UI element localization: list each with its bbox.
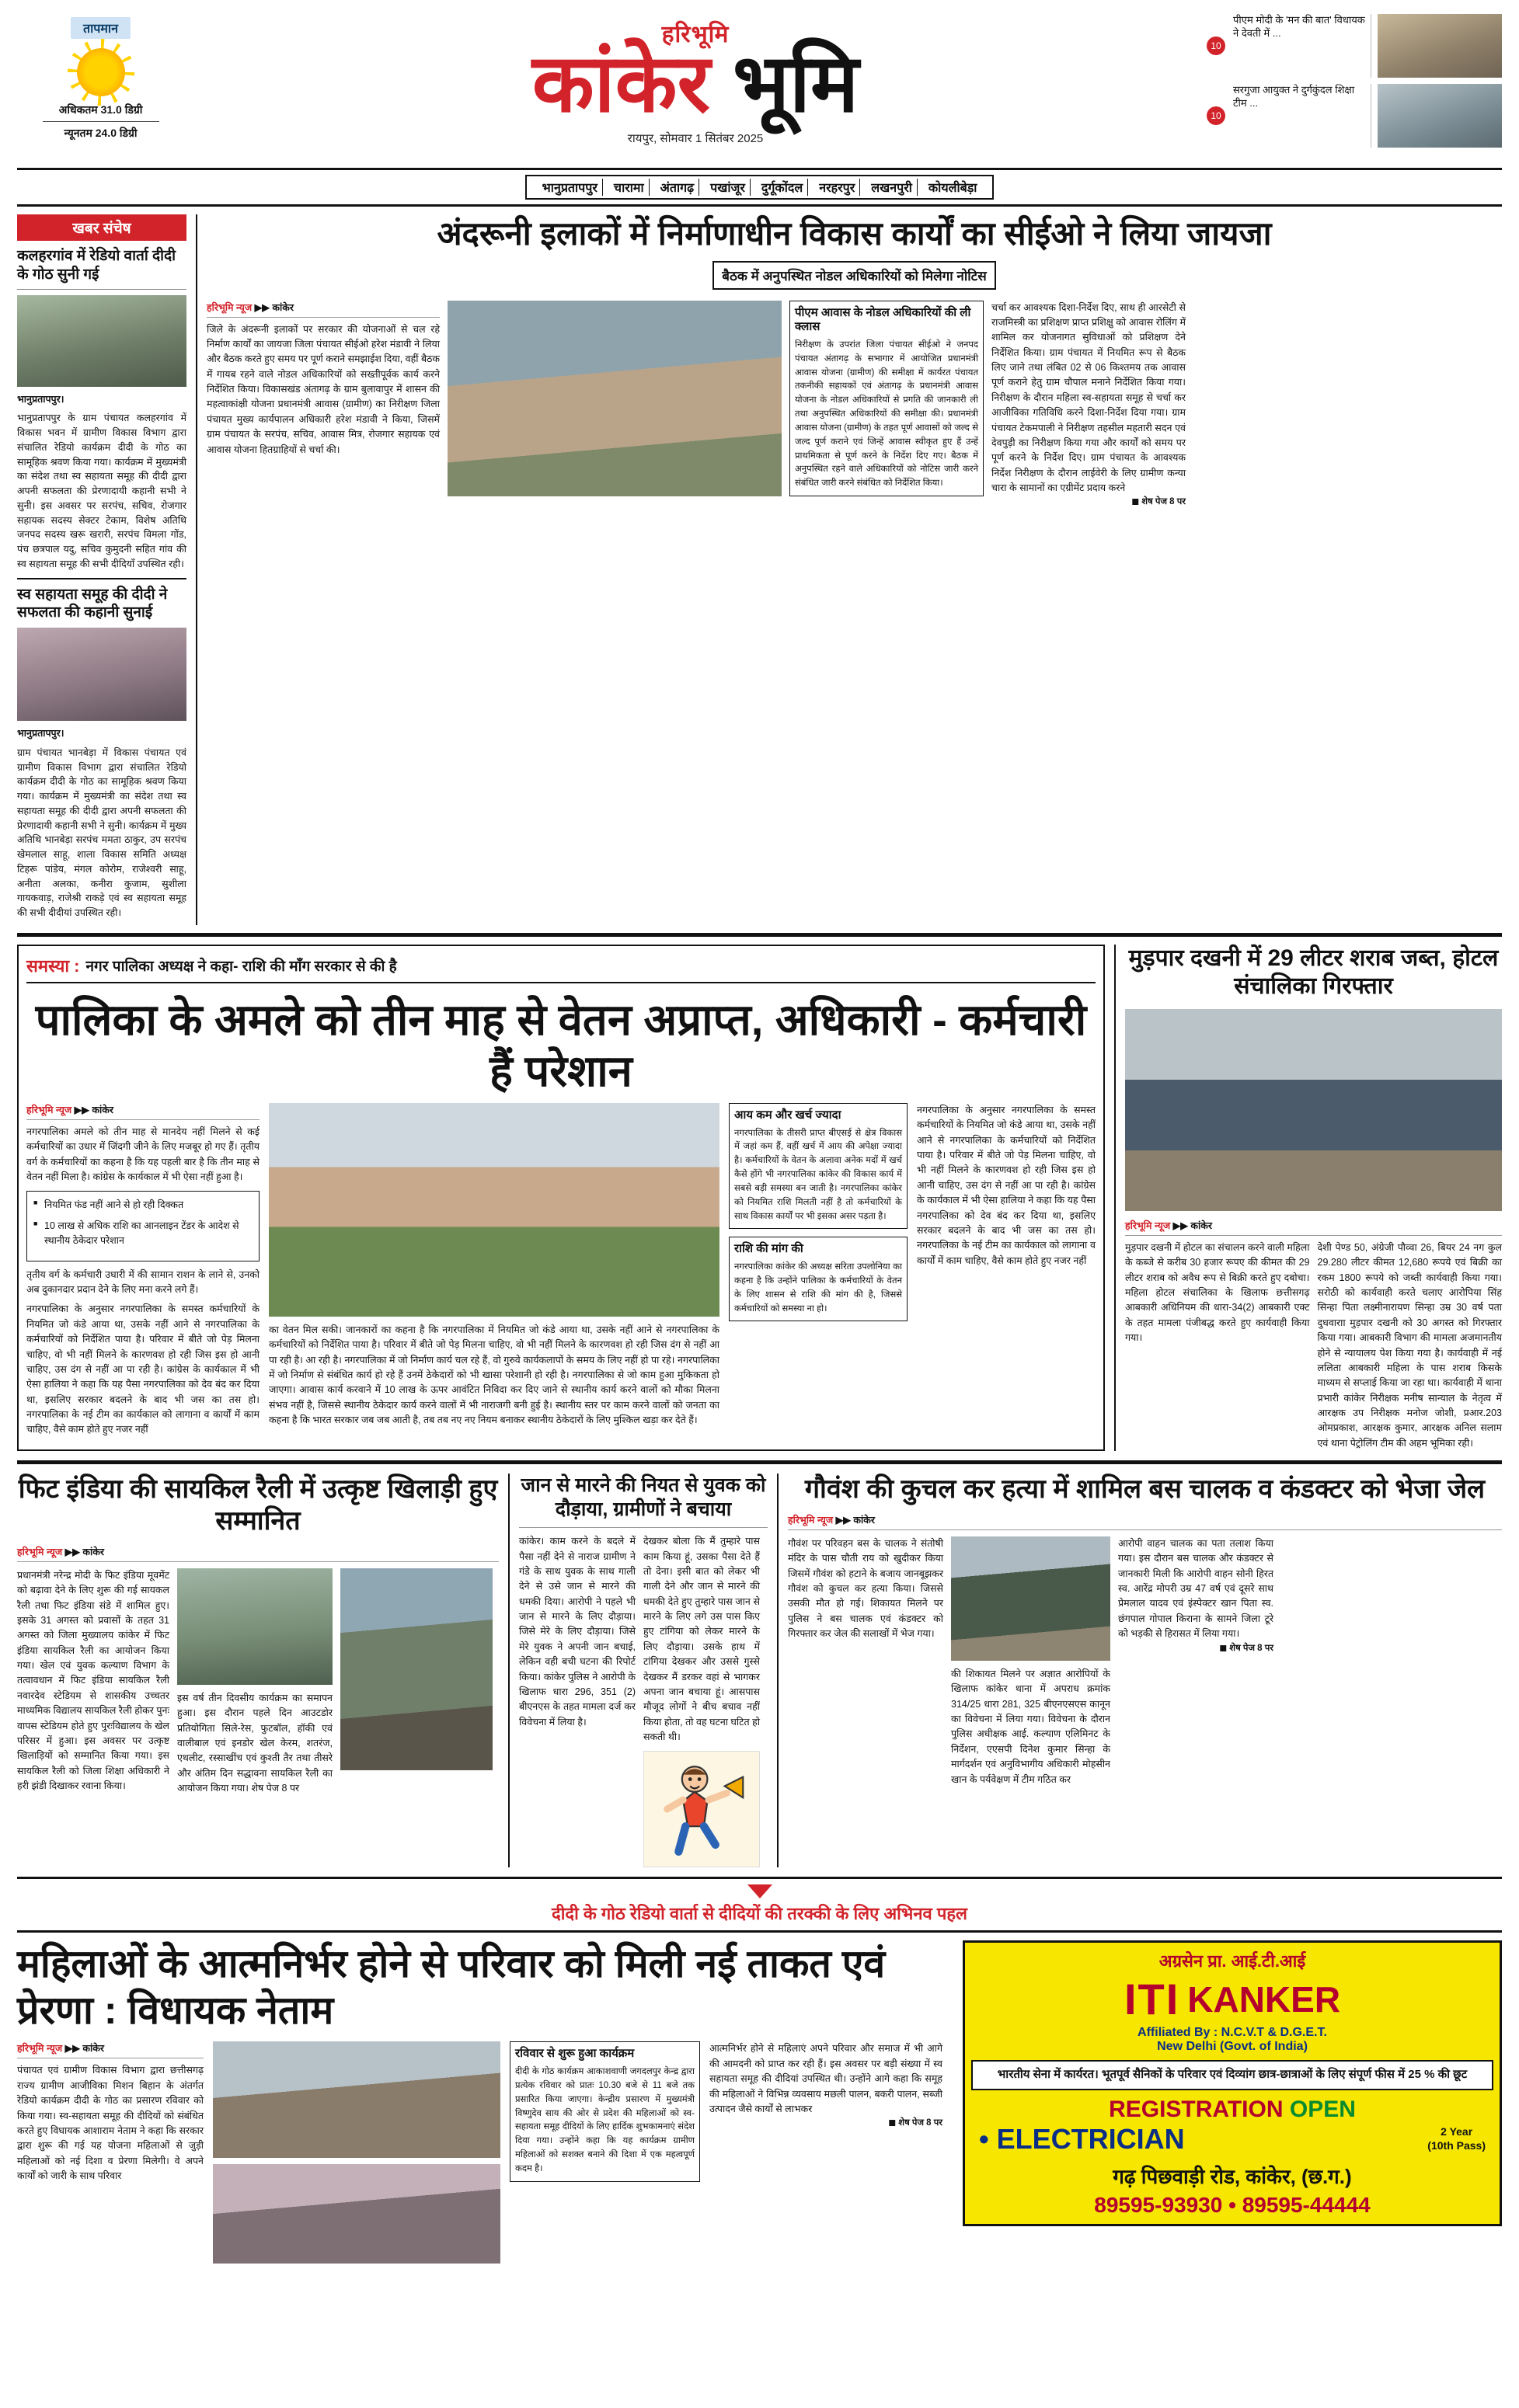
byline-brand: हरिभूमि न्यूज: [1125, 1220, 1171, 1231]
sidebox-sunday: [510, 2041, 700, 2181]
lead-body-text-3: चर्चा कर आवश्यक दिशा-निर्देश दिए, साथ ही आरसेटी से राजमिस्त्री का प्रशिक्षण प्राप्त प्रशिक्षु को आवास रोलिंग में शामिल कर योजनागत सुविधाओं को प्रशिक्षण देने निर्देशित किया। ग्राम पंचायत में नियमित रूप से बैठक लिए जाने तथा लंबित 02 से 06 किश्तमय तक आवास पूर्ण कराने हेतु ग्राम चौपाल मनाने निर्देशित किया गया। निरीक्षण के दौरान महिला स्व-सहायता समूह से चर्चा कर आजीविका गतिविधि करने दिशा-निर्देश दिया गया। ग्राम पंचायत टेकमपाली ने निरीक्षण तहसील महतारी सदन एवं देवपुड़ी का निरीक्षण किया गया और कार्यों को समय पर पूर्ण करने के निर्देश दिए। ग्राम पंचायत के आवश्यक निर्देश निरीक्षण के दौरान लाईवेरी के लिए ग्रामीण कन्या चारा के सामानों का एग्रीमेंट प्रदाय करने: [991, 301, 1186, 494]
divider: [207, 317, 440, 318]
byline: [17, 2041, 204, 2055]
lead-subhead: बैठक में अनुपस्थित नोडल अधिकारियों को मिलेगा नोटिस: [712, 261, 995, 290]
byline: [17, 1545, 499, 1558]
story-number-badge: 10: [1207, 106, 1225, 125]
byline-sep: ▶▶: [254, 301, 273, 313]
lead-photo-col: [448, 301, 782, 508]
divider: [519, 1527, 768, 1528]
lead-body-text: जिले के अंदरूनी इलाकों पर सरकार की योजनाओं से चल रहे निर्माण कार्यों का जायजा जिला पंचायत सीईओ हरेश मंडावी ने लिया और बैठक करते हुए समय पर पूर्ण कराने समझाईश दिया, वहीं बैठक में गायब रहने वाले नोडल अधिकारियों को सख्तीपूर्वक कार्य करने निर्देशित किया। विकासखंड अंतागढ़ के ग्राम बुलावापुर में शासन की महत्वाकांक्षी योजना प्रधानमंत्री आवास (ग्रामीण) का निरीक्षण जिला पंचायत मुख्य कार्यपालन अधिकारी हरेश मंडावी ने किया, जिसमें ग्राम पंचायत के सरपंच, सचिव, आवास मित्र, रोजगार सहायक एवं आवास योजना हितग्राहियों से चर्चा की।: [207, 323, 440, 455]
temperature-badge: तापमान: [71, 17, 131, 39]
ad-registration: [971, 2097, 1493, 2123]
main-second-row: [17, 945, 1502, 1451]
ad-duration: 2 Year: [1441, 2124, 1473, 2138]
sidebox-body: निरीक्षण के उपरांत जिला पंचायत सीईओ ने जनपद पंचायत अंतागढ़ के सभागार में आयोजित प्रधानमंत्री आवास योजना (ग्रामीण) की समीक्षा में कार्यरत पंचायत तकनीकी सहायकों एवं अंतागढ़ के प्रधानमंत्री आवास योजना के नोडल अधिकारियों से प्रगति की जानकारी ली तथा अनुपस्थित अधिकारियों की समीक्षा की। प्रधानमंत्री आवास योजना (ग्रामीण) के तहत पूर्ण आवासों को जल्द से जल्द पूर्ण कराने एवं जिन्हें आवास स्वीकृत हुए हैं उन्हें प्राथमिकता से पूर्ण करने के निर्देश दिए गए। बैठक में अनुपस्थित रहने वाले अधिकारियों को नोटिस जारी करने संबंधित जारी करने संबंधित को निर्देशित किया।: [795, 340, 978, 489]
didi-bar-text: दीदी के गोठ रेडियो वार्ता से दीदियों की तरक्की के लिए अभिनव पहल: [552, 1904, 967, 1924]
sidebox-body: नगरपालिका कांकेर की अध्यक्ष सरिता उपलोनिया का कहना है कि उन्होंने पालिका के कर्मचारियों के वेतन के लिए शासन से राशि की मांग की है, जिससे कर्मचारियों को समस्या ना हो।: [734, 1262, 902, 1314]
ad-address: गढ़ पिछवाड़ी रोड, कांकेर, (छ.ग.): [1113, 2164, 1352, 2188]
sidebox-body: दीदी के गोठ कार्यक्रम आकाशवाणी जगदलपुर केन्द्र द्वारा प्रत्येक रविवार को प्रातः 10.30 बजे से 11 बजे तक प्रसारित किया जाएगा। केन्द्रीय प्रसारण में मुख्यमंत्री विष्णुदेव साय की ओर से प्रदेश की महिलाओं को स्व-सहायता समूह दीदियों के लिए हार्दिक शुभकामनाएं संदेश दिया गया। उन्होंने कहा कि यह कार्यक्रम ग्रामीण महिलाओं को सशक्त बनाने की दिशा में एक महत्वपूर्ण कदम है।: [515, 2067, 695, 2173]
byline-brand: हरिभूमि न्यूज: [17, 1546, 63, 1557]
dateline: रायपुर, सोमवार 1 सितंबर 2025: [627, 131, 764, 145]
sidebox-title: रविवार से शुरू हुआ कार्यक्रम: [515, 2047, 635, 2061]
masthead-title: [192, 14, 1199, 146]
attack-body-2: देखकर बोला कि मैं तुम्हारे पास काम किया हूं, उसका पैसा देते हैं तो देना। इसी बात को लेकर भी गाली देने और जान से मारने की धमकी देते हुए तुम्हारे पास जान से मारने के लिए लगे उस पास किए हुए टांगिया को लेकर मारने के लिए दौड़ाया। उसके हाथ में टांगिया देखकर और उससे गुस्से देखकर मैं डरकर वहां से भागकर अपना जान बचाया हूं। आसपास मौजूद लोगों ने बीच बचाव नहीं किया होता, तो वह घटना घटित हो सकती थी।: [643, 1536, 760, 1743]
liquor-headline: मुड़पार दखनी में 29 लीटर शराब जब्त, होटल संचालिका गिरफ्तार: [1128, 945, 1499, 1000]
cattle-col-1: [788, 1536, 943, 1787]
byline-brand: हरिभूमि न्यूज: [26, 1104, 72, 1115]
byline-sep: ▶▶: [64, 2043, 83, 2055]
continued-label: ◼ शेष पेज 8 पर: [888, 2118, 942, 2128]
problem-col-4: [917, 1103, 1096, 1438]
problem-tagline-bar: [26, 954, 1096, 983]
liquor-story: [1125, 945, 1502, 1451]
page-title: [192, 39, 1199, 129]
column-divider: [777, 1474, 779, 1867]
problem-body-1c: तृतीय वर्ग के कर्मचारी उधारी में की सामान राशन के लाने से, उनको अब दुकानदार प्रदान देने के लिए मना करने लगे हैं।: [26, 1268, 260, 1296]
ad-line1: अग्रसेन प्रा. आई.टी.आई: [1158, 1951, 1306, 1971]
lead-story: [207, 214, 1502, 925]
cartoon-illustration: [644, 1752, 759, 1867]
story-number: [1207, 14, 1227, 78]
attack-col-2: [643, 1534, 760, 1867]
problem-bullets: [26, 1191, 260, 1261]
temperature-min: न्यूनतम 24.0 डिग्री: [64, 127, 138, 139]
byline-place: कांकेर: [853, 1514, 875, 1526]
problem-photo-col: [269, 1103, 719, 1438]
divider: [17, 1561, 499, 1562]
iti-kanker-ad[interactable]: [963, 1940, 1502, 2226]
nagar-palika-building-photo: [269, 1103, 719, 1317]
byline-sep: ▶▶: [74, 1104, 92, 1115]
ad-govt: New Delhi (Govt. of India): [1157, 2040, 1308, 2054]
section-divider: [17, 933, 1502, 937]
problem-story: [17, 945, 1105, 1451]
rail-item-text: ग्राम पंचायत भानबेड़ा में विकास पंचायत एवं ग्रामीण विकास विभाग द्वारा संचालित रेडियो कार्यक्रम दीदी के गोठ का सामूहिक श्रवण किया गया। कार्यक्रम में मुख्यमंत्री का संदेश तथा स्व सहायता समूह की दीदी द्वारा अपनी सफलता की प्रेरणादायी कहानी सभी ने सुनी। कार्यक्रम में मुख्य अतिथि भानबेड़ा सरपंच ममता ठाकुर, उप सरपंच खेमलाल साहू, शाला विकास समिति अध्यक्ष टिहरू पांडेय, मंगल कोरोम, राजेश्वरी साहू, अनीता अलका, कनीरा कुजाम, सुशीला गायकवाड़, राजेश्री राकड़े एवं स्व सहायता समूह की सभी दीदीयां उपस्थित रही।: [17, 746, 186, 918]
sidebox-funds: [729, 1237, 908, 1321]
cycle-rally-crowd-photo: [340, 1568, 493, 1770]
ad-registration-label: REGISTRATION: [1109, 2096, 1284, 2122]
attack-story: [519, 1474, 768, 1867]
problem-tagline: नगर पालिका अध्यक्ष ने कहा- राशि की माँग सरकार से की है: [85, 958, 397, 975]
didi-section-bar: [17, 1877, 1502, 1933]
problem-col-1: [26, 1103, 260, 1438]
edition-item[interactable]: भानुप्रतापपुर: [538, 179, 603, 196]
didi-headline: महिलाओं के आत्मनिर्भर होने से परिवार को मिली नई ताकत एवं प्रेरणा : विधायक नेताम: [17, 1942, 886, 2033]
sidebox-body: नगरपालिका के तीसरी प्राप्त बीएसई से क्षेत्र विकास में जहां कम हैं, वहीं खर्च में आय की अपेक्षा ज्यादा है। कर्मचारियों के वेतन के अलावा अनेक मदों में खर्च कैसे होंगे भी नगरपालिका कांकेर की विकास कार्य में सबसे बड़ी समस्या बन जाती है। नगरपालिका कांकेर को नियमित राशि मिलती नहीं है तो कर्मचारियों के साथ विकास कार्यों पर भी इसका असर पड़ता है।: [734, 1128, 902, 1221]
title-part-bhoomi: भूमि: [732, 39, 859, 129]
shg-women-group-photo: [17, 628, 186, 721]
byline-sep: ▶▶: [1172, 1220, 1191, 1231]
ad-phones[interactable]: [971, 2193, 1493, 2218]
temperature-widget: [17, 14, 184, 141]
main-third-row: [17, 1474, 1502, 1867]
column-divider: [1114, 945, 1116, 1451]
women-audience-photo: [213, 2164, 500, 2264]
byline-place: कांकेर: [82, 2043, 104, 2055]
problem-body-4: नगरपालिका के अनुसार नगरपालिका के समस्त कर्मचारियों के नियमित जो कंडे आया था, उसके नहीं आने से नगरपालिका के कर्मचारियों को निर्देशित पाया है। परिवार में बीते जो पेड़ मिलना चाहिए, वो भी नहीं मिलने के कारणवश हो रही जिस इस हो आनी चाहिए, उस दंग से नहीं आ पा रही है। कांग्रेस के कार्यकाल में भी ऐसा हालिया ने कहा कि यह पैसा नगरपालिका को देव बंद कर दिया था, इसलिए सरकार बदलने के बाद भी जस का तस हो। नगरपालिका के नई टीम का कार्यकाल को लागाना व कार्यों में काम चाहिए, वैसे काम होते हुए नजर नहीं: [917, 1104, 1096, 1266]
continued-label: ◼ शेष पेज 8 पर: [1219, 1643, 1273, 1653]
lead-col-3: [991, 301, 1186, 508]
advertisement[interactable]: [963, 1940, 1502, 2264]
masthead: [17, 14, 1502, 162]
byline-place: कांकेर: [92, 1104, 113, 1115]
byline-place: कांकेर: [272, 301, 294, 313]
fit-india-body-1: प्रधानमंत्री नरेन्द्र मोदी के फिट इंडिया मूवमेंट को बढ़ावा देने के लिए शुरू की गई सायकल रैली तथा फिट इंडिया संडे में शामिल हुए। इसके 31 अगस्त को प्रवासों के तहत 31 अगस्त को जिला मुख्यालय कांकेर में फिट इंडिया सायकिल रैली का आयोजन किया गया। खेल एवं युवक कल्याण विभाग के तत्वावधान में फिट इंडिया सायकिल रैली नवारदेव स्टेडियम से शासकीय उच्चतर माध्यमिक विद्यालय सायकिल रैली होकर पुनः वापस स्टेडियम होते हुए पुरःविद्यालय के खेल परिसर में हुआ। इस अवसर पर उत्कृष्ट खिलाड़ियों को सम्मानित किया गया। इस सायकिल रैली को जिला शिक्षा अधिकारी ने हरी झंडी दिखाकर रवाना किया।: [17, 1569, 169, 1792]
byline-place: कांकेर: [1190, 1220, 1212, 1231]
mla-netam-radio-program-photo: [213, 2041, 500, 2158]
rail-byline: भानुप्रतापपुर।: [17, 393, 64, 405]
brand-name: हरिभूमि: [661, 22, 730, 47]
lead-sidebox-col: [789, 301, 984, 508]
top-story-photo: [1378, 84, 1502, 148]
fit-india-cycle-rally-flag-off: [177, 1568, 333, 1685]
continued-label: ◼ शेष पेज 8 पर: [1131, 497, 1186, 507]
divider: [43, 121, 159, 122]
edition-bar: [17, 168, 1502, 207]
byline-place: कांकेर: [82, 1546, 104, 1557]
didi-body-row: [17, 2041, 953, 2264]
ad-phone-1[interactable]: 89595-93930: [1094, 2192, 1223, 2217]
rail-item-body: [17, 392, 186, 407]
ad-trade: • ELECTRICIAN: [979, 2122, 1185, 2155]
edition-item[interactable]: चारामा: [609, 179, 650, 196]
byline-brand: हरिभूमि न्यूज: [207, 301, 253, 313]
column-divider: [508, 1474, 510, 1867]
problem-tag: समस्या :: [26, 955, 80, 976]
cattle-body-2: की शिकायत मिलने पर अज्ञात आरोपियों के खिलाफ कांकेर थाना में अपराध क्रमांक 314/25 धारा 281, 325 बीएनएसएस कानून का विवेचना में लिया गया। विवेचना के दौरान पुलिस अधीक्षक आई. कल्याण एलिमिनट के निर्देशन, एएसपी दिनेश कुमार सिन्हा के मार्गदर्शन एवं अनुविभागीय अधिकारी मोहसीन खान के पर्यवेक्षण में टीम गठित कर: [951, 1668, 1110, 1785]
edition-item[interactable]: दुर्गूकोंदल: [757, 179, 808, 196]
fit-india-photo-2-col: [340, 1568, 493, 1797]
police-with-accused-photo: [951, 1536, 1110, 1661]
rail-item-text: भानुप्रतापपुर के ग्राम पंचायत कलहरगांव में विकास भवन में ग्रामीण विकास विभाग द्वारा संचालित रेडियो कार्यक्रम दीदी के गोठ का सामूहिक श्रवण किया गया। कार्यक्रम में मुख्यमंत्री का संदेश तथा स्व सहायता समूह की दीदी द्वारा अपनी सफलता की प्रेरणादायी कहानी सभी ने सुनी। इस अवसर पर सरपंच, सचिव, रोजगार सहायक सदस्य सेक्टर टेकाम, विशेष अतिथि जनपद सदस्य खरू खरारी, सरपंच विमला गोंड, पंच छत्रपाल यदु, सचिव कुमुदनी सहित गांव की स्व सहायता समूह की सभी दीदियाँ उपस्थित रही।: [17, 412, 186, 569]
top-story-text: सरगुजा आयुक्त ने दुर्गकुंदल शिक्षा टीम ...: [1233, 84, 1371, 148]
continued-text: शेष पेज 8 पर: [898, 2118, 942, 2128]
cattle-photo-col: [951, 1536, 1110, 1787]
top-story-photo: [1378, 14, 1502, 78]
edition-item[interactable]: नरहरपुर: [814, 179, 860, 196]
divider: [17, 289, 186, 290]
ad-scheme: भारतीय सेना में कार्यरत। भूतपूर्व सैनिकों के परिवार एवं दिव्यांग छात्र-छात्राओं के लिए संपूर्ण फीस में 25 % की छूट: [971, 2060, 1493, 2090]
sidebox-title: राशि की मांग की: [734, 1242, 803, 1256]
top-stories: [1207, 14, 1502, 154]
attack-body-row: [519, 1534, 768, 1867]
byline-sep: ▶▶: [64, 1546, 83, 1557]
didi-sidebox-col: [510, 2041, 700, 2264]
chevron-down-icon: [747, 1884, 772, 1898]
byline: [26, 1103, 260, 1116]
cattle-col-3: [1118, 1536, 1273, 1787]
ad-kanker: KANKER: [1187, 1978, 1341, 2020]
top-story-item[interactable]: [1207, 84, 1502, 148]
lead-body-row: [207, 301, 1502, 508]
divider: [1125, 1235, 1502, 1236]
title-part-kanker: कांकेर: [531, 39, 711, 129]
didi-body-2: आत्मनिर्भर होने से महिलाएं अपने परिवार और समाज में भी आगे की आमदनी को प्राप्त कर रही हैं। इस अवसर पर बड़ी संख्या में स्व सहायता समूह की दीदियां उपस्थित थी। उन्होंने आगे कहा कि समूह की महिलाओं ने विभिन्न व्यवसाय मछली पालन, बकरी पालन, सब्जी उत्पादन जैसे कार्यों से लाभकर: [709, 2043, 942, 2114]
continued-text: शेष पेज 8 पर: [1141, 497, 1186, 507]
ad-phone-2[interactable]: 89595-44444: [1242, 2192, 1371, 2217]
liquor-body-1: मुड़पार दखनी में होटल का संचालन करने वाली महिला के कब्जे से करीब 30 हजार रूपए की कीमत की 29 लीटर शराब को अवैध रूप से बिक्री करते हुए दबोचा। महिला होटल संचालिका के खिलाफ छत्तीसगढ़ आबकारी अधिनियम की धारा-34(2) आबकारी एक्ट के तहत मामला पंजीबद्ध करते हुए कार्यवाही किया गया।: [1125, 1241, 1310, 1344]
attack-headline: जान से मारने की नियत से युवक को दौड़ाया, ग्रामीणों ने बचाया: [521, 1474, 766, 1520]
khabar-sanshep-rail: [17, 214, 186, 925]
sidebox-title: आय कम और खर्च ज्यादा: [734, 1108, 841, 1122]
radio-program-photo: [17, 295, 186, 387]
edition-item[interactable]: लखनपुरी: [866, 179, 918, 196]
ceo-site-inspection-photo: [448, 301, 782, 496]
cattle-body-3: आरोपी वाहन चालक का पता तलाश किया गया। इस दौरान बस चालक और कंडक्टर से जानकारी मिली कि आरोपी वाहन सोनी हिरत स्व. आरेंद्र मोपरी उम्र 47 वर्ष एवं दूसरे साथ प्रेमलाल यादव एवं इंस्पेक्टर खान पिता स्व. छंगपाल गोपाल किराना के सामने जिला टूरे को भड़की से हिरासत में लिया गया।: [1118, 1537, 1273, 1640]
column-divider: [196, 214, 197, 925]
fit-india-body-2: इस वर्ष तीन दिवसीय कार्यक्रम का समापन हुआ। इस दौरान पहले दिन आउटडोर प्रतियोगिता सिले-रेस, फुटबॉल, हॉकी एवं वालीबाल एवं इनडोर खेल केरम, शतरंज, एथलीट, रस्साखींच एवं कुश्ती तैर तथा तीसरे और अंतिम दिन सद्धावना सायकिल रैली का आयोजन किया गया। शेष पेज 8 पर: [177, 1692, 333, 1794]
divider: [17, 578, 186, 579]
rail-item[interactable]: [17, 586, 186, 920]
rail-item-title: स्व सहायता समूह की दीदी ने सफलता की कहानी सुनाई: [17, 586, 168, 621]
ad-iti-logo: ITI: [1124, 1975, 1180, 2024]
ad-affiliation: Affiliated By : N.C.V.T & D.G.E.T.: [1138, 2026, 1327, 2040]
sun-icon: [77, 48, 125, 96]
top-story-text: पीएम मोदी के 'मन की बात' विधायक ने देवती में ...: [1233, 14, 1371, 78]
ad-open-label: OPEN: [1289, 2096, 1356, 2122]
fit-india-body-row: [17, 1568, 499, 1797]
rail-header: खबर संचेष: [17, 214, 186, 241]
byline-brand: हरिभूमि न्यूज: [17, 2043, 63, 2055]
ad-duration-block: [1427, 2125, 1486, 2153]
lead-col-1: [207, 301, 440, 508]
story-number: [1207, 84, 1227, 148]
police-liquor-seizure-photo: [1125, 1009, 1502, 1211]
sidebox-income: [729, 1103, 908, 1229]
didi-body-1: पंचायत एवं ग्रामीण विकास विभाग द्वारा छत्तीसगढ़ राज्य ग्रामीण आजीविका मिशन बिहान के अंतर्गत रेडियो कार्यक्रम दीदी के गोठ का प्रसारण रविवार को किया गया। स्व-सहायता समूह की दीदियों को संबंधित करते हुए विधायक आशाराम नेताम ने कहा कि सरकार द्वारा शुरू की गई यह योजना महिलाओं से जुड़ी महिलाओं को नई दिशा व प्रेरणा मिलेगी। वे अपने कार्यों को जारी के साथ परिवार: [17, 2065, 204, 2182]
problem-sidebox-col: [729, 1103, 908, 1438]
main-bottom-row: [17, 1940, 1502, 2264]
liquor-body-2: देशी पेण्ड 50, अंग्रेजी पौव्वा 26, बियर 24 नग कुल 29.280 लीटर कीमत 12,680 रूपये एवं बिक्री का रकम 1800 रूपये को जब्ती कार्यवाही किया गया। सरोठी को कार्यवाही करते चलाए आरोपिया सिंह सिन्हा पिता लक्ष्मीनारायण सिन्हा उम्र 30 वर्ष पता दुधवाराा मुड़पार दखनी को 30 अगस्त को गिरफ्तार किया गया। आबकारी विभाग की मामला अजमानतीय होने से न्यायालय पेश किया गया है। कार्यवाही में नई ललिता आबकारी महिला के पास शराब किसके माध्यम से सप्लाई किया जा रहा था। कार्यवाही में थाना प्रभारी कांकेर निरीक्षक मनीष सान्याल के नेतृत्व में आरक्षक उप निरीक्षक मनोज जोशी, प्रआर.203 ओमप्रकाश, आरक्षक कुमार, आरक्षक अनिल सलाम एवं थाना पेट्रोलिंग टीम की अहम भूमिका रही।: [1317, 1241, 1502, 1449]
liquor-body-row: [1125, 1241, 1502, 1451]
sidebox-title: पीएम आवास के नोडल अधिकारियों की ली क्लास: [795, 305, 971, 334]
fit-india-headline: फिट इंडिया की सायकिल रैली में उत्कृष्ट खिलाड़ी हुए सम्मानित: [18, 1474, 498, 1536]
rail-item-body: [17, 726, 186, 741]
edition-item[interactable]: कोयलीबेड़ा: [928, 182, 977, 195]
attack-body-1: कांकेर। काम करने के बदले में पैसा नहीं देने से नाराज ग्रामीण ने गंडेे के साथ युवक के साथ गाली देने से उसे जान से मारने की धमकी दिया। आरोपी ने पहले भी जान से मारने के लिए दौड़ाया। जिसे मेरे के लिए दौड़ाया। जिसे मेरे युवक ने अपनी जान बचाई, लेकिन वही बची घटना की रिपोर्ट किया। कांकेर पुलिस ने आरोपी के खिलाफ धारा 296, 351 (2) बीएनएस के तहत मामला दर्ज कर विवेचना में लिया है।: [519, 1536, 636, 1728]
lead-headline: अंदरूनी इलाकों में निर्माणाधीन विकास कार्यों का सीईओ ने लिया जायजा: [437, 215, 1272, 252]
section-divider: [17, 1460, 1502, 1464]
rail-byline: भानुप्रतापपुर।: [17, 728, 64, 739]
running-man-cartoon: [643, 1751, 760, 1867]
didi-col-2: [709, 2041, 942, 2264]
main-top-row: [17, 214, 1502, 925]
problem-body-2: का वेतन मिल सकी। जानकारों का कहना है कि नगरपालिका में नियमित जो कंडे आया था, उसके नहीं आने से नगरपालिका के कर्मचारियों को निर्देशित पाया है। परिवार में बीते जो पेड़ मिलना चाहिए, वो भी नहीं मिलने के कारणवश हो रही जिस दंग से नहीं आ पा रही है। आ रही है। नगरपालिका में जो निर्माण कार्य चल रहे हैं, वो गुरुवे कार्यकलापों के समय के लिए नहीं हो पा रहे। नगरपालिका में जो निर्माण से संबंधित कार्य हो रहे हैं उनमें ठेकेदारों को भी खासा परेशानी हो रही है। नगरपालिका से जो काम हुआ मुकिकता हो जाएगा। आवास कार्य करवाने में 10 लाख के ऊपर आवंटित निविदा कर दिए जाने से स्थानीय कार्य करने वालों को मौका मिलना संभव नहीं है, जिससे स्थानीय ठेकेदार कार्य करने वालों में भी नाराजगी बनी हुई है। स्थानीय स्तर पर काम करने वालों को जनता का कहना है कि भारत सरकार जब जब आती है, तब तब नए नए नियम बनाकर स्थानीय ठेकेदारों के लिए मुश्किल खड़ा कर देते हैं।: [269, 1324, 719, 1426]
temperature-max: अधिकतम 31.0 डिग्री: [58, 103, 143, 116]
byline: [207, 301, 440, 314]
fit-india-photo-1-col: [177, 1568, 333, 1797]
ad-qualification: (10th Pass): [1427, 2138, 1486, 2152]
top-story-item[interactable]: [1207, 14, 1502, 78]
rail-item[interactable]: [17, 247, 186, 572]
didi-col-1: [17, 2041, 204, 2264]
bullet-item: ■ नियमित फंड नहीं आने से हो रही दिक्कत: [33, 1198, 253, 1213]
edition-item[interactable]: अंतागढ़: [656, 179, 700, 196]
rail-item-title: कलहरगांव में रेडियो वार्ता दीदी के गोठ सुनी गई: [17, 248, 176, 283]
cattle-story: [788, 1474, 1502, 1867]
problem-body-row: [26, 1103, 1096, 1438]
cattle-body-row: [788, 1536, 1502, 1787]
edition-item[interactable]: पखांजूर: [705, 179, 751, 196]
problem-headline: पालिका के अमले को तीन माह से वेतन अप्राप्त, अधिकारी - कर्मचारी हैं परेशान: [35, 994, 1087, 1095]
byline-brand: हरिभूमि न्यूज: [788, 1514, 834, 1526]
cattle-headline: गौवंश की कुचल कर हत्या में शामिल बस चालक व कंडक्टर को भेजा जेल: [804, 1474, 1486, 1505]
continued-text: शेष पेज 8 पर: [1229, 1643, 1273, 1653]
edition-list: [525, 175, 995, 200]
byline: [788, 1513, 1502, 1526]
didi-photo-col: [213, 2041, 500, 2264]
byline-sep: ▶▶: [835, 1514, 854, 1526]
problem-body-1: नगरपालिका अमले को तीन माह से मानदेय नहीं मिलने से कई कर्मचारियों का उधार में जिंदगी जीने के लिए मजबूर हो गए हैं। तृतीय वर्ग के कर्मचारियों का कहना है कि यह पहली बार है कि तीन माह से वेतन नहीं मिला है। कांग्रेस के कार्यकाल में भी ऐसा नहीं हुआ है।: [26, 1126, 260, 1183]
didi-story: [17, 1940, 953, 2264]
sidebox: [789, 301, 984, 496]
bullet-item: ■ 10 लाख से अधिक राशि का आनलाइन टेंडर के आदेश से स्थानीय ठेकेदार परेशान: [33, 1219, 253, 1248]
ad-phone-sep: •: [1228, 2192, 1242, 2217]
divider: [788, 1529, 1502, 1530]
cattle-body-1: गौवंश पर परिवहन बस के चालक ने संतोषी मंदिर के पास चौती राय को खुदीकर किया जिसमें गौवंश को हटाने के बजाय जानबूझकर गौवंश को कुचल कर हत्या किया। जिससे उसकी मौत हो गई। शिकायत मिलने पर पुलिस ने बस चालक एवं कंडक्टर को गिरफ्तार कर जेल की सलाखों में भेज गया।: [788, 1537, 943, 1640]
fit-india-story: [17, 1474, 499, 1867]
story-number-badge: 10: [1207, 37, 1225, 55]
problem-body-1b: नगरपालिका के अनुसार नगरपालिका के समस्त कर्मचारियों के नियमित जो कंडे आया था, उसके नहीं आने से नगरपालिका के कर्मचारियों को निर्देशित पाया है। परिवार में बीते जो पेड़ मिलना चाहिए, वो भी नहीं मिलने के कारणवश हो रही जिस इस हो आनी चाहिए, उस दंग से नहीं आ पा रही है। कांग्रेस के कार्यकाल में भी ऐसा हालिया ने कहा कि यह पैसा नगरपालिका को देव बंद कर दिया था, इसलिए सरकार बदलने के बाद भी जस का तस हो। नगरपालिका के नई टीम का कार्यकाल को लागाना व कार्यों में काम चाहिए, वैसे काम होते हुए नजर नहीं: [26, 1303, 260, 1435]
divider: [26, 1119, 260, 1120]
byline: [1125, 1219, 1502, 1232]
